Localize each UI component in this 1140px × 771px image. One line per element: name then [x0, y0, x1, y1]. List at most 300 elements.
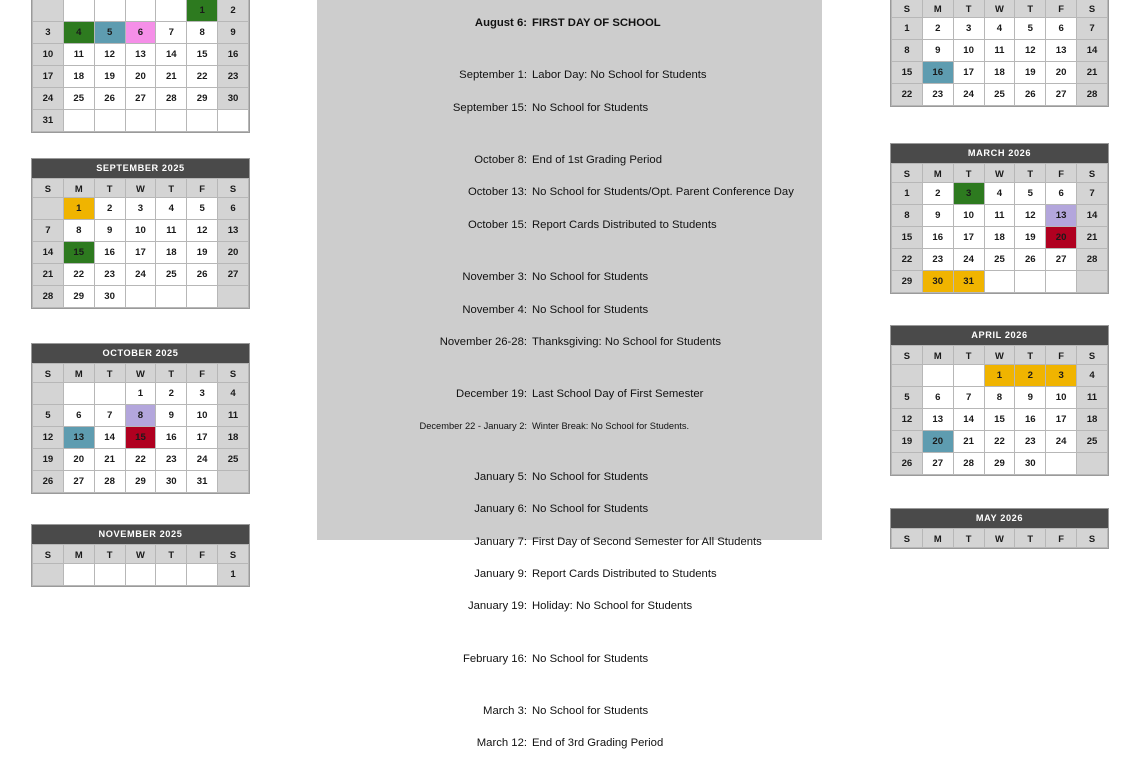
day-cell[interactable]: 27 — [1046, 249, 1077, 271]
month-title: SEPTEMBER 2025 — [32, 159, 249, 178]
event-description: No School for Students — [532, 303, 649, 316]
day-cell[interactable]: 1 — [125, 383, 156, 405]
day-cell[interactable]: 1 — [187, 0, 218, 22]
day-cell[interactable]: 25 — [218, 449, 249, 471]
day-cell[interactable]: 21 — [156, 66, 187, 88]
event-row-gap — [317, 548, 822, 569]
day-cell[interactable]: 28 — [1077, 84, 1108, 106]
day-cell[interactable]: 11 — [984, 40, 1015, 62]
day-cell[interactable]: 6 — [1046, 183, 1077, 205]
day-cell[interactable]: 6 — [63, 405, 94, 427]
day-cell[interactable]: 11 — [984, 205, 1015, 227]
month-calendar-february-2026[interactable] — [890, 0, 1109, 107]
event-row — [317, 389, 822, 401]
day-cell[interactable]: 25 — [63, 88, 94, 110]
day-cell[interactable]: 9 — [156, 405, 187, 427]
day-cell[interactable]: 2 — [218, 0, 249, 22]
day-cell[interactable]: 2 — [94, 198, 125, 220]
day-cell[interactable]: 9 — [922, 40, 953, 62]
day-cell[interactable]: 7 — [33, 220, 64, 242]
day-cell[interactable]: 3 — [187, 383, 218, 405]
day-cell[interactable]: 25 — [156, 264, 187, 286]
day-cell[interactable]: 14 — [1077, 205, 1108, 227]
day-cell[interactable]: 1 — [892, 183, 923, 205]
day-cell[interactable]: 30 — [94, 286, 125, 308]
day-cell[interactable]: 4 — [156, 198, 187, 220]
day-cell[interactable]: 10 — [1046, 387, 1077, 409]
event-row-gap — [317, 82, 822, 103]
day-cell[interactable]: 22 — [187, 66, 218, 88]
day-cell[interactable]: 12 — [94, 44, 125, 66]
event-description: Thanksgiving: No School for Students — [532, 335, 722, 348]
event-description: No School for Students — [532, 503, 649, 516]
month-grid — [891, 345, 1108, 475]
day-cell[interactable]: 6 — [1046, 18, 1077, 40]
weekday-header: S — [1077, 164, 1108, 183]
month-calendar-october-2025[interactable] — [31, 343, 250, 494]
weekday-header: M — [922, 164, 953, 183]
month-calendar-september-2025[interactable] — [31, 158, 250, 309]
day-cell[interactable]: 13 — [922, 409, 953, 431]
day-cell[interactable]: 8 — [187, 22, 218, 44]
day-cell[interactable]: 10 — [953, 40, 984, 62]
event-description: Winter Break: No School for Students. — [532, 420, 690, 431]
day-cell[interactable]: 1 — [218, 564, 249, 586]
day-cell[interactable]: 4 — [218, 383, 249, 405]
day-cell[interactable]: 28 — [1077, 249, 1108, 271]
day-cell[interactable]: 25 — [984, 249, 1015, 271]
event-row — [317, 654, 822, 666]
day-cell[interactable]: 2 — [156, 383, 187, 405]
day-cell[interactable]: 4 — [1077, 365, 1108, 387]
day-cell[interactable]: 13 — [125, 44, 156, 66]
event-description: No School for Students — [532, 652, 649, 665]
day-cell[interactable]: 6 — [218, 198, 249, 220]
day-cell[interactable]: 13 — [1046, 205, 1077, 227]
day-cell[interactable]: 20 — [218, 242, 249, 264]
event-row — [317, 272, 822, 284]
day-cell[interactable]: 16 — [94, 242, 125, 264]
empty-day-cell — [33, 383, 64, 405]
day-cell[interactable]: 28 — [33, 286, 64, 308]
day-cell[interactable]: 23 — [1015, 431, 1046, 453]
day-cell[interactable]: 14 — [1077, 40, 1108, 62]
day-cell[interactable]: 3 — [125, 198, 156, 220]
event-description: No School for Students/Opt. Parent Conference Day — [532, 186, 794, 199]
day-cell[interactable]: 19 — [1015, 227, 1046, 249]
day-cell[interactable]: 4 — [63, 22, 94, 44]
day-cell[interactable]: 27 — [922, 453, 953, 475]
day-cell[interactable]: 24 — [187, 449, 218, 471]
empty-day-cell — [125, 110, 156, 132]
day-cell[interactable]: 5 — [33, 405, 64, 427]
day-cell[interactable]: 1 — [63, 198, 94, 220]
day-cell[interactable]: 12 — [187, 220, 218, 242]
week-row — [33, 220, 249, 242]
day-cell[interactable]: 17 — [125, 242, 156, 264]
day-cell[interactable]: 20 — [1046, 227, 1077, 249]
weekday-header: T — [94, 545, 125, 564]
event-date: October 13: — [467, 186, 527, 199]
event-date: March 12: — [476, 737, 527, 750]
day-cell[interactable]: 10 — [125, 220, 156, 242]
day-cell[interactable]: 19 — [892, 431, 923, 453]
day-cell[interactable]: 19 — [187, 242, 218, 264]
day-cell[interactable]: 16 — [156, 427, 187, 449]
weekday-header: W — [125, 179, 156, 198]
day-cell[interactable]: 26 — [187, 264, 218, 286]
day-cell[interactable]: 11 — [156, 220, 187, 242]
event-description: FIRST DAY OF SCHOOL — [532, 17, 661, 29]
event-row-gap — [317, 284, 822, 305]
day-cell[interactable]: 26 — [1015, 249, 1046, 271]
day-cell[interactable]: 23 — [218, 66, 249, 88]
month-title: APRIL 2026 — [891, 326, 1108, 345]
day-cell[interactable]: 18 — [218, 427, 249, 449]
day-cell[interactable]: 24 — [1046, 431, 1077, 453]
event-spacer — [317, 369, 822, 389]
day-cell[interactable]: 16 — [922, 62, 953, 84]
day-cell[interactable]: 6 — [922, 387, 953, 409]
day-cell[interactable]: 26 — [1015, 84, 1046, 106]
day-cell[interactable]: 5 — [1015, 18, 1046, 40]
month-calendar-march-2026[interactable] — [890, 143, 1109, 294]
day-cell[interactable]: 20 — [63, 449, 94, 471]
day-cell[interactable]: 22 — [892, 84, 923, 106]
day-cell[interactable]: 2 — [922, 18, 953, 40]
day-cell[interactable]: 29 — [125, 471, 156, 493]
day-cell[interactable]: 12 — [892, 409, 923, 431]
empty-day-cell — [156, 0, 187, 22]
day-cell[interactable]: 31 — [33, 110, 64, 132]
day-cell[interactable]: 29 — [892, 271, 923, 293]
day-cell[interactable]: 29 — [63, 286, 94, 308]
empty-day-cell — [94, 383, 125, 405]
event-row — [317, 738, 822, 750]
event-row-gap — [317, 199, 822, 220]
empty-day-cell — [984, 271, 1015, 293]
event-row — [317, 706, 822, 718]
day-cell[interactable]: 16 — [922, 227, 953, 249]
event-row-gap — [317, 167, 822, 188]
day-cell[interactable]: 28 — [953, 453, 984, 475]
day-cell[interactable]: 2 — [1015, 365, 1046, 387]
day-cell[interactable]: 1 — [984, 365, 1015, 387]
day-cell[interactable]: 4 — [984, 18, 1015, 40]
day-cell[interactable]: 24 — [33, 88, 64, 110]
day-cell[interactable]: 9 — [218, 22, 249, 44]
day-cell[interactable]: 27 — [218, 264, 249, 286]
event-description: Holiday: No School for Students — [532, 600, 693, 613]
day-cell[interactable]: 19 — [1015, 62, 1046, 84]
month-calendar-august-2025[interactable] — [31, 0, 250, 133]
day-cell[interactable]: 7 — [953, 387, 984, 409]
event-row — [317, 220, 822, 232]
day-cell[interactable]: 12 — [1015, 40, 1046, 62]
weekday-header: T — [1015, 164, 1046, 183]
event-date: March 3: — [483, 705, 527, 717]
week-row — [892, 271, 1108, 293]
month-calendar-april-2026[interactable] — [890, 325, 1109, 476]
day-cell[interactable]: 11 — [63, 44, 94, 66]
day-cell[interactable]: 25 — [1077, 431, 1108, 453]
month-calendar-may-2026[interactable] — [890, 508, 1109, 549]
empty-day-cell — [94, 0, 125, 22]
day-cell[interactable]: 17 — [33, 66, 64, 88]
empty-day-cell — [33, 564, 64, 586]
week-row — [892, 249, 1108, 271]
day-cell[interactable]: 31 — [187, 471, 218, 493]
weekday-header: T — [953, 164, 984, 183]
day-cell[interactable]: 26 — [33, 471, 64, 493]
day-cell[interactable]: 24 — [953, 249, 984, 271]
day-cell[interactable]: 14 — [953, 409, 984, 431]
day-cell[interactable]: 8 — [892, 40, 923, 62]
week-row — [892, 431, 1108, 453]
day-cell[interactable]: 3 — [953, 183, 984, 205]
day-cell[interactable]: 16 — [1015, 409, 1046, 431]
event-spacer — [317, 252, 822, 272]
weekday-header: F — [187, 179, 218, 198]
day-cell[interactable]: 27 — [125, 88, 156, 110]
day-cell[interactable]: 15 — [984, 409, 1015, 431]
empty-day-cell — [125, 0, 156, 22]
weekday-header-row — [892, 164, 1108, 183]
day-cell[interactable]: 24 — [953, 84, 984, 106]
day-cell[interactable]: 17 — [953, 227, 984, 249]
event-row-gap — [317, 718, 822, 739]
weekday-header-row — [33, 545, 249, 564]
day-cell[interactable]: 21 — [1077, 62, 1108, 84]
day-cell[interactable]: 5 — [94, 22, 125, 44]
weekday-header: T — [1015, 346, 1046, 365]
event-row-gap — [317, 115, 822, 136]
day-cell[interactable]: 22 — [125, 449, 156, 471]
day-cell[interactable]: 18 — [984, 62, 1015, 84]
month-grid — [32, 0, 249, 132]
day-cell[interactable]: 23 — [94, 264, 125, 286]
day-cell[interactable]: 6 — [125, 22, 156, 44]
day-cell[interactable]: 21 — [33, 264, 64, 286]
day-cell[interactable]: 10 — [33, 44, 64, 66]
day-cell[interactable]: 15 — [125, 427, 156, 449]
day-cell[interactable]: 20 — [1046, 62, 1077, 84]
empty-day-cell — [187, 110, 218, 132]
day-cell[interactable]: 17 — [953, 62, 984, 84]
day-cell[interactable]: 22 — [63, 264, 94, 286]
day-cell[interactable]: 5 — [892, 387, 923, 409]
event-description: Labor Day: No School for Students — [532, 69, 707, 82]
day-cell[interactable]: 30 — [1015, 453, 1046, 475]
day-cell[interactable]: 4 — [984, 183, 1015, 205]
day-cell[interactable]: 24 — [125, 264, 156, 286]
day-cell[interactable]: 17 — [1046, 409, 1077, 431]
event-row — [317, 305, 822, 317]
day-cell[interactable]: 29 — [984, 453, 1015, 475]
weekday-header: W — [984, 164, 1015, 183]
day-cell[interactable]: 8 — [63, 220, 94, 242]
day-cell[interactable]: 27 — [63, 471, 94, 493]
day-cell[interactable]: 21 — [953, 431, 984, 453]
week-row — [892, 183, 1108, 205]
weekday-header: S — [218, 545, 249, 564]
empty-day-cell — [125, 286, 156, 308]
event-date: November 3: — [462, 271, 527, 284]
empty-day-cell — [1077, 271, 1108, 293]
day-cell[interactable]: 9 — [922, 205, 953, 227]
weekday-header: M — [922, 529, 953, 548]
day-cell[interactable]: 9 — [94, 220, 125, 242]
day-cell[interactable]: 16 — [218, 44, 249, 66]
weekday-header: W — [984, 346, 1015, 365]
week-row — [892, 409, 1108, 431]
day-cell[interactable]: 23 — [922, 84, 953, 106]
event-row — [317, 537, 822, 549]
week-row — [33, 66, 249, 88]
event-spacer — [317, 50, 822, 70]
day-cell[interactable]: 10 — [187, 405, 218, 427]
empty-day-cell — [33, 0, 64, 22]
day-cell[interactable]: 15 — [892, 227, 923, 249]
event-date: December 19: — [456, 388, 527, 401]
weekday-header: T — [1015, 529, 1046, 548]
day-cell[interactable]: 18 — [984, 227, 1015, 249]
event-date: January 6: — [474, 503, 527, 516]
month-title: OCTOBER 2025 — [32, 344, 249, 363]
day-cell[interactable]: 28 — [156, 88, 187, 110]
day-cell[interactable]: 21 — [1077, 227, 1108, 249]
day-cell[interactable]: 13 — [63, 427, 94, 449]
event-row — [317, 472, 822, 484]
day-cell[interactable]: 3 — [953, 18, 984, 40]
day-cell[interactable]: 14 — [156, 44, 187, 66]
day-cell[interactable]: 28 — [94, 471, 125, 493]
event-row — [317, 70, 822, 82]
weekday-header: M — [922, 0, 953, 18]
event-description: Last School Day of First Semester — [532, 388, 704, 401]
day-cell[interactable]: 9 — [1015, 387, 1046, 409]
day-cell[interactable]: 31 — [953, 271, 984, 293]
day-cell[interactable]: 26 — [94, 88, 125, 110]
week-row — [33, 110, 249, 132]
weekday-header: S — [1077, 529, 1108, 548]
day-cell[interactable]: 12 — [1015, 205, 1046, 227]
event-row-gap — [317, 232, 822, 253]
event-date: October 15: — [467, 218, 527, 231]
day-cell[interactable]: 20 — [125, 66, 156, 88]
weekday-header: M — [63, 179, 94, 198]
day-cell[interactable]: 1 — [892, 18, 923, 40]
week-row — [892, 18, 1108, 40]
month-grid — [891, 0, 1108, 106]
day-cell[interactable]: 5 — [187, 198, 218, 220]
day-cell[interactable]: 15 — [187, 44, 218, 66]
day-cell[interactable]: 22 — [984, 431, 1015, 453]
week-row — [33, 242, 249, 264]
day-cell[interactable]: 8 — [125, 405, 156, 427]
day-cell[interactable]: 7 — [1077, 183, 1108, 205]
day-cell[interactable]: 30 — [156, 471, 187, 493]
day-cell[interactable]: 8 — [984, 387, 1015, 409]
weekday-header: F — [187, 545, 218, 564]
day-cell[interactable]: 5 — [1015, 183, 1046, 205]
day-cell[interactable]: 3 — [33, 22, 64, 44]
day-cell[interactable]: 23 — [922, 249, 953, 271]
day-cell[interactable]: 13 — [1046, 40, 1077, 62]
day-cell[interactable]: 15 — [63, 242, 94, 264]
day-cell[interactable]: 29 — [187, 88, 218, 110]
weekday-header: S — [1077, 346, 1108, 365]
weekday-header: W — [984, 529, 1015, 548]
empty-day-cell — [953, 365, 984, 387]
day-cell[interactable]: 3 — [1046, 365, 1077, 387]
event-date: August 6: — [474, 17, 527, 29]
weekday-header-row — [892, 346, 1108, 365]
day-cell[interactable]: 30 — [922, 271, 953, 293]
day-cell[interactable]: 25 — [984, 84, 1015, 106]
event-date: January 19: — [467, 600, 527, 613]
day-cell[interactable]: 30 — [218, 88, 249, 110]
day-cell[interactable]: 27 — [1046, 84, 1077, 106]
day-cell[interactable]: 18 — [1077, 409, 1108, 431]
day-cell[interactable]: 23 — [156, 449, 187, 471]
weekday-header: T — [953, 346, 984, 365]
day-cell[interactable]: 18 — [63, 66, 94, 88]
empty-day-cell — [1077, 453, 1108, 475]
empty-day-cell — [156, 564, 187, 586]
day-cell[interactable]: 2 — [922, 183, 953, 205]
day-cell[interactable]: 15 — [892, 62, 923, 84]
day-cell[interactable]: 13 — [218, 220, 249, 242]
day-cell[interactable]: 14 — [94, 427, 125, 449]
event-date: January 5: — [474, 470, 527, 483]
event-row-gap — [317, 750, 822, 771]
month-grid — [32, 544, 249, 586]
day-cell[interactable]: 7 — [1077, 18, 1108, 40]
event-spacer — [317, 634, 822, 654]
event-description: No School for Students — [532, 470, 649, 483]
month-title: MAY 2026 — [891, 509, 1108, 528]
day-cell[interactable]: 7 — [94, 405, 125, 427]
event-row — [317, 155, 822, 167]
day-cell[interactable]: 8 — [892, 205, 923, 227]
day-cell[interactable]: 7 — [156, 22, 187, 44]
day-cell[interactable]: 19 — [94, 66, 125, 88]
day-cell[interactable]: 14 — [33, 242, 64, 264]
day-cell[interactable]: 20 — [922, 431, 953, 453]
weekday-header: T — [156, 364, 187, 383]
week-row — [33, 0, 249, 22]
event-date: January 7: — [474, 535, 527, 548]
event-description: First Day of Second Semester for All Students — [532, 535, 762, 548]
empty-day-cell — [156, 286, 187, 308]
day-cell[interactable]: 11 — [1077, 387, 1108, 409]
month-calendar-november-2025[interactable] — [31, 524, 250, 587]
day-cell[interactable]: 21 — [94, 449, 125, 471]
weekday-header: T — [94, 179, 125, 198]
day-cell[interactable]: 26 — [892, 453, 923, 475]
day-cell[interactable]: 17 — [187, 427, 218, 449]
day-cell[interactable]: 11 — [218, 405, 249, 427]
day-cell[interactable]: 12 — [33, 427, 64, 449]
day-cell[interactable]: 10 — [953, 205, 984, 227]
week-row — [33, 471, 249, 493]
day-cell[interactable]: 18 — [156, 242, 187, 264]
day-cell[interactable]: 22 — [892, 249, 923, 271]
week-row — [33, 564, 249, 586]
day-cell[interactable]: 19 — [33, 449, 64, 471]
weekday-header: S — [892, 529, 923, 548]
